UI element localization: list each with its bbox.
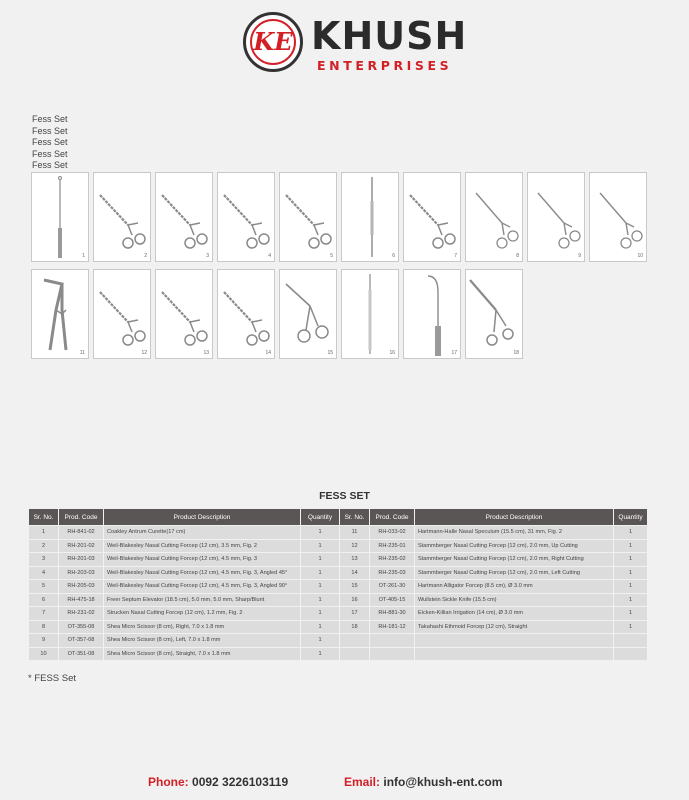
column-header: Quantity [614,509,648,526]
thumbnail-number: 18 [513,350,519,356]
table-cell: 9 [29,634,59,648]
thumbnail-number: 1 [82,253,85,259]
fess-line: Fess Set [32,160,68,170]
instrument-thumbnail[interactable] [217,269,275,359]
table-cell: RH-231-02 [59,607,104,621]
column-header: Sr. No. [340,509,370,526]
phone-contact [148,775,288,789]
table-cell: RH-235-01 [370,539,415,553]
table-cell: RH-201-03 [59,553,104,567]
thumbnail-number: 3 [206,253,209,259]
table-cell: 1 [614,539,648,553]
table-row [29,634,648,648]
instrument-thumbnail[interactable] [279,172,337,262]
table-cell: 1 [614,553,648,567]
product-table [28,508,648,661]
cutting-forcep-icon [94,270,150,358]
table-cell: Stammberger Nasal Cutting Forcep (12 cm), 2.0 mm, Right Cutting [415,553,614,567]
table-cell: 1 [301,607,340,621]
table-cell: 1 [301,593,340,607]
table-cell: OT-355-08 [59,620,104,634]
table-header-row [29,509,648,526]
table-cell [614,647,648,661]
logo-monogram: KE [250,19,296,65]
column-header: Prod. Code [59,509,104,526]
table-cell: 1 [301,634,340,648]
table-cell: 16 [340,593,370,607]
irrigation-cannula-icon [404,270,460,358]
logo-emblem [243,12,303,72]
table-row [29,526,648,540]
table-cell: 1 [301,580,340,594]
instrument-thumbnail[interactable] [465,172,523,262]
table-cell: Weil-Blakesley Nasal Cutting Forcep (12 cm), 3.5 mm, Fig. 2 [104,539,301,553]
instrument-thumbnail[interactable] [155,172,213,262]
table-cell: 10 [29,647,59,661]
thumbnail-number: 17 [451,350,457,356]
logo-subtitle: ENTERPRISES [317,58,453,73]
thumbnail-number: 12 [141,350,147,356]
instrument-thumbnail[interactable] [341,269,399,359]
table-cell: 6 [29,593,59,607]
cutting-forcep-icon [94,173,150,261]
instrument-thumbnail[interactable] [465,269,523,359]
sickle-knife-icon [342,270,398,358]
logo-name: KHUSH [311,14,468,58]
table-cell: RH-475-18 [59,593,104,607]
table-cell: Shea Micro Scissor (8 cm), Left, 7.0 x 1.8 mm [104,634,301,648]
table-cell: Takahashi Ethmoid Forcep (12 cm), Straight [415,620,614,634]
table-cell: Weil-Blakesley Nasal Cutting Forcep (12 cm), 4.5 mm, Fig. 3 [104,553,301,567]
email-address: info@khush-ent.com [383,775,503,789]
column-header: Prod. Code [370,509,415,526]
footnote: * FESS Set [28,673,77,684]
fess-line: Fess Set [32,114,68,124]
table-cell: 2 [29,539,59,553]
table-cell [340,634,370,648]
instrument-thumbnail[interactable] [527,172,585,262]
instrument-thumbnail[interactable] [279,269,337,359]
alligator-forcep-icon [280,270,336,358]
instrument-thumbnail[interactable] [403,269,461,359]
brand-logo [243,12,468,78]
table-cell: Stammberger Nasal Cutting Forcep (12 cm), 2.0 mm, Up Cutting [415,539,614,553]
table-cell [370,647,415,661]
thumbnail-number: 14 [265,350,271,356]
table-row [29,580,648,594]
instrument-thumbnail[interactable] [93,269,151,359]
table-cell: 17 [340,607,370,621]
table-cell: RH-841-02 [59,526,104,540]
thumbnail-number: 5 [330,253,333,259]
table-cell: 4 [29,566,59,580]
instrument-thumbnail[interactable] [403,172,461,262]
table-cell: 11 [340,526,370,540]
table-cell: RH-235-02 [370,553,415,567]
thumbnail-number: 11 [79,350,85,356]
thumbnail-number: 16 [389,350,395,356]
table-cell: RH-033-02 [370,526,415,540]
table-cell: 14 [340,566,370,580]
table-row [29,647,648,661]
table-cell: RH-201-02 [59,539,104,553]
ethmoid-forcep-icon [466,270,522,358]
table-cell [415,634,614,648]
phone-number: 0092 3226103119 [192,775,289,789]
scissor-icon [590,173,646,261]
table-cell: 1 [301,553,340,567]
table-cell: Freer Septum Elevator (18.5 cm), 5.0 mm, 5.0 mm, Sharp/Blunt [104,593,301,607]
table-cell: Stammberger Nasal Cutting Forcep (12 cm), 2.0 mm, Left Cutting [415,566,614,580]
table-cell: Weil-Blakesley Nasal Cutting Forcep (12 cm), 4.5 mm, Fig. 3, Angled 90° [104,580,301,594]
fess-line: Fess Set [32,148,68,159]
table-row [29,607,648,621]
instrument-thumbnail[interactable] [589,172,647,262]
table-cell: 1 [614,580,648,594]
column-header: Product Description [104,509,301,526]
scissor-icon [528,173,584,261]
table-row [29,566,648,580]
table-row [29,620,648,634]
table-cell [415,647,614,661]
table-cell: RH-881-30 [370,607,415,621]
table-cell: 13 [340,553,370,567]
table-cell: 1 [301,539,340,553]
table-cell: RH-203-03 [59,566,104,580]
table-cell: Eicken-Killian Irrigation (14 cm), Ø 3.0 mm [415,607,614,621]
cutting-forcep-icon [218,173,274,261]
table-row [29,539,648,553]
table-cell: 1 [614,526,648,540]
table-cell: Shea Micro Scissor (8 cm), Straight, 7.0 x 1.8 mm [104,647,301,661]
table-cell: 1 [614,620,648,634]
table-cell: 8 [29,620,59,634]
table-cell: 3 [29,553,59,567]
table-cell: OT-405-15 [370,593,415,607]
table-cell: Wullstein Sickle Knife (15.5 cm) [415,593,614,607]
speculum-icon [32,270,88,358]
thumbnail-number: 15 [327,350,333,356]
table-cell: 1 [301,566,340,580]
scissor-icon [466,173,522,261]
table-cell: 12 [340,539,370,553]
instrument-thumbnail[interactable] [31,269,89,359]
cutting-forcep-icon [404,173,460,261]
table-cell: RH-235-03 [370,566,415,580]
cutting-forcep-icon [156,173,212,261]
thumbnail-number: 13 [203,350,209,356]
phone-label: Phone: [148,775,189,789]
table-cell: 7 [29,607,59,621]
table-cell: Strucken Nasal Cutting Forcep (12 cm), 1.2 mm, Fig. 2 [104,607,301,621]
column-header: Product Description [415,509,614,526]
table-row [29,553,648,567]
instrument-thumbnail[interactable] [155,269,213,359]
table-cell [370,634,415,648]
table-cell: 1 [301,620,340,634]
table-cell: RH-205-03 [59,580,104,594]
thumbnail-number: 4 [268,253,271,259]
table-cell: 5 [29,580,59,594]
table-cell: OT-357-08 [59,634,104,648]
table-cell: 1 [614,566,648,580]
thumbnail-number: 9 [578,253,581,259]
fess-set-lines [32,114,68,172]
table-title: FESS SET [319,490,370,502]
email-contact [344,775,502,789]
table-cell: RH-181-12 [370,620,415,634]
table-row [29,593,648,607]
curette-icon [32,173,88,261]
table-cell: 15 [340,580,370,594]
table-cell: 1 [614,607,648,621]
table-cell [614,634,648,648]
email-label: Email: [344,775,381,789]
elevator-icon [342,173,398,261]
table-cell: 18 [340,620,370,634]
thumbnail-number: 2 [144,253,147,259]
thumbnail-number: 6 [392,253,395,259]
fess-line: Fess Set [32,137,68,147]
instrument-thumbnail[interactable] [31,172,89,262]
column-header: Quantity [301,509,340,526]
table-cell [340,647,370,661]
table-cell: 1 [614,593,648,607]
cutting-forcep-icon [218,270,274,358]
cutting-forcep-icon [280,173,336,261]
table-cell: Coakley Antrum Curette(17 cm) [104,526,301,540]
table-cell: OT-351-08 [59,647,104,661]
table-cell: Weil-Blakesley Nasal Cutting Forcep (12 cm), 4.5 mm, Fig. 3, Angled 45° [104,566,301,580]
table-cell: Hartmann Alligator Forcep (8.5 cm), Ø 3.0 mm [415,580,614,594]
thumbnail-number: 10 [637,253,643,259]
instrument-thumbnail[interactable] [93,172,151,262]
table-cell: Hartmann-Halle Nasal Speculum (15.5 cm), 31 mm, Fig. 2 [415,526,614,540]
table-cell: 1 [301,526,340,540]
table-cell: Shea Micro Scissor (8 cm), Right, 7.0 x 1.8 mm [104,620,301,634]
column-header: Sr. No. [29,509,59,526]
fess-line: Fess Set [32,125,68,136]
instrument-thumbnail[interactable] [217,172,275,262]
table-cell: 1 [29,526,59,540]
table-cell: OT-261-30 [370,580,415,594]
cutting-forcep-icon [156,270,212,358]
thumbnail-number: 8 [516,253,519,259]
instrument-thumbnail[interactable] [341,172,399,262]
table-cell: 1 [301,647,340,661]
thumbnail-number: 7 [454,253,457,259]
